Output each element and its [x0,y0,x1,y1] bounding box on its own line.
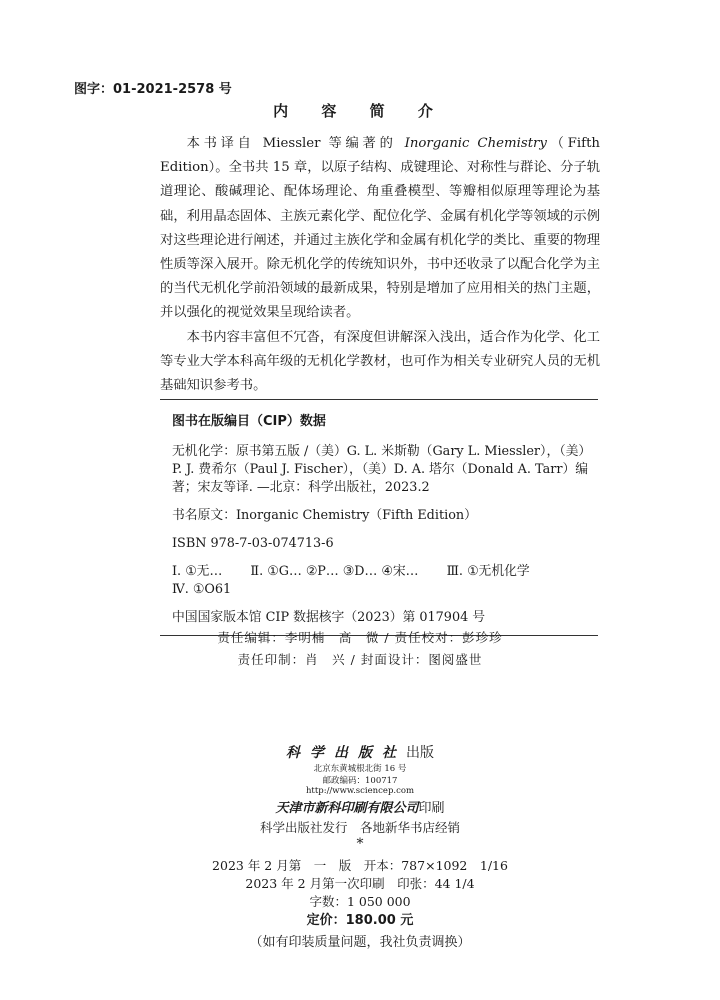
cip-original-title: 书名原文：Inorganic Chemistry（Fifth Edition） [172,508,477,523]
cip-heading: 图书在版编目（CIP）数据 [172,414,326,429]
cip-isbn: ISBN 978-7-03-074713-6 [172,536,334,551]
quality-notice: （如有印装质量问题，我社负责调换） [249,935,471,950]
printer-name: 天津市新科印刷有限公司印刷 [275,801,445,816]
cip-library-number: 中国国家版本馆 CIP 数据核字（2023）第 017904 号 [172,610,486,625]
publisher-address: 北京东黄城根北街 16 号 [313,764,407,774]
editor-credits: 责任编辑：李明楠 高 微 / 责任校对：彭珍珍 [217,630,503,645]
separator-star: * [356,836,364,852]
content-summary [160,132,600,398]
distribution: 科学出版社发行 各地新华书店经销 [259,820,460,835]
cip-entry: 无机化学：原书第五版 /（美）G. L. 米斯勒（Gary L. Miessler），（美）P. J. 费希尔（Paul J. Fischer），（美）D. A. 塔尔（Donald A. Tarr）编著；宋友等译. —北京：科学出版社，2023.2 [172,444,592,495]
summary-paragraph: 本书译自 Miessler 等编著的 Inorganic Chemistry（Fifth Edition）。全书共 15 章，以原子结构、成键理论、对称性与群论、分子轨道理论、酸碱理论、配体场理论、角重叠模型、等瓣相似原理等理论为基础，利用晶态固体、主族元素化学、配位化学、金属有机化学等领域的示例对这些理论进行阐述，并通过主族化学和金属有机化学的类比、重要的物理性质等深入展开。除无机化学的传统知识外，书中还收录了以配合化学为主的当代无机化学前沿领域的最新成果，特别是增加了应用相关的热门主题，并以强化的视觉效果呈现给读者。 [160,136,600,321]
printing-info: 2023 年 2 月第一次印刷 印张：44 1/4 [245,876,475,891]
cip-data-block [160,399,598,636]
page-title: 内 容 简 介 [273,102,447,120]
postcode: 邮政编码：100717 [322,776,398,786]
permit-number: 图字：01-2021-2578 号 [74,82,232,97]
word-count: 字数：1 050 000 [309,894,411,909]
publisher-name: 科学出版社出版 [286,745,434,761]
book-title-italic: Inorganic Chemistry [404,136,547,151]
price: 定价：180.00 元 [306,913,414,928]
summary-paragraph: 本书内容丰富但不冗沓，有深度但讲解深入浅出，适合作为化学、化工等专业大学本科高年级的无机化学教材，也可作为相关专业研究人员的无机基础知识参考书。 [160,329,600,394]
edition-info: 2023 年 2 月第 一 版 开本：787×1092 1/16 [212,858,508,873]
production-credits: 责任印制：肖 兴 / 封面设计：图阅盛世 [237,652,483,667]
website: http://www.sciencep.com [305,786,415,796]
cip-classification: Ⅰ. ①无… Ⅱ. ①G… ②P… ③D… ④宋… Ⅲ. ①无机化学 Ⅳ. ①O61 [172,564,530,597]
